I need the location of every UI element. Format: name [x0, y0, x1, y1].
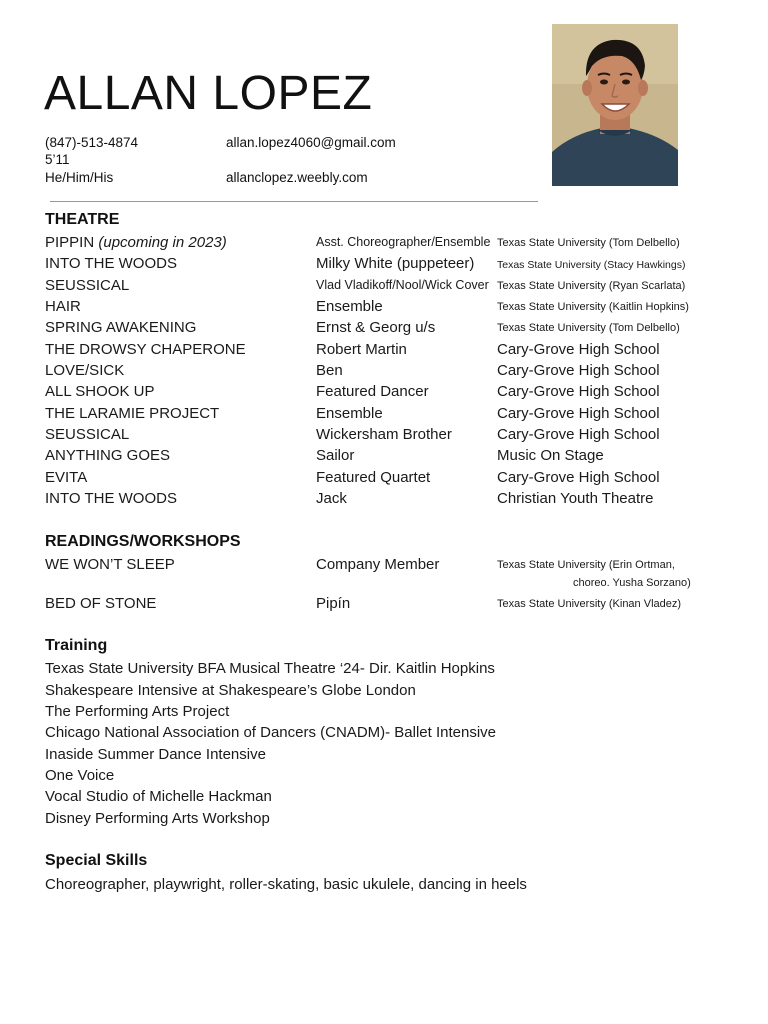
credit-venue: Music On Stage — [497, 447, 604, 464]
credit-venue-continued: choreo. Yusha Sorzano) — [573, 577, 691, 589]
credit-row — [0, 298, 768, 318]
credit-role: Jack — [316, 490, 347, 507]
pronouns: He/Him/His — [45, 170, 114, 185]
credit-role: Pipín — [316, 595, 351, 612]
training-item: Texas State University BFA Musical Theatre ‘24- Dir. Kaitlin Hopkins — [45, 660, 495, 677]
credit-show: ANYTHING GOES — [45, 447, 171, 464]
credit-role: Company Member — [316, 556, 440, 573]
credit-row — [0, 490, 768, 510]
credit-role: Asst. Choreographer/Ensemble — [316, 235, 491, 249]
credit-role: Wickersham Brother — [316, 426, 452, 443]
credit-venue: Texas State University (Erin Ortman, — [497, 559, 675, 571]
credit-venue: Texas State University (Ryan Scarlata) — [497, 280, 686, 292]
credit-role: Ensemble — [316, 298, 383, 315]
credit-show: SEUSSICAL — [45, 426, 130, 443]
credit-role: Featured Quartet — [316, 469, 431, 486]
resume-name: ALLAN LOPEZ — [44, 67, 373, 120]
training-item: One Voice — [45, 767, 115, 784]
credit-show: INTO THE WOODS — [45, 490, 177, 507]
credit-show: ALL SHOOK UP — [45, 383, 155, 400]
credit-row — [0, 255, 768, 275]
credit-venue: Cary-Grove High School — [497, 383, 660, 400]
email-address: allan.lopez4060@gmail.com — [226, 135, 396, 150]
credit-row-continuation — [0, 574, 768, 594]
credit-row — [0, 595, 768, 615]
credit-venue: Texas State University (Kaitlin Hopkins) — [497, 301, 689, 313]
section-heading-special-skills: Special Skills — [45, 852, 148, 869]
credit-role: Vlad Vladikoff/Nool/Wick Cover — [316, 278, 489, 292]
credit-show: SEUSSICAL — [45, 277, 130, 294]
training-item: Inaside Summer Dance Intensive — [45, 746, 266, 763]
credit-venue: Cary-Grove High School — [497, 469, 660, 486]
credit-show: THE DROWSY CHAPERONE — [45, 341, 246, 358]
credit-role: Featured Dancer — [316, 383, 429, 400]
credit-role: Ensemble — [316, 405, 383, 422]
credit-row — [0, 447, 768, 467]
section-heading-readings: READINGS/WORKSHOPS — [45, 533, 241, 550]
training-item: Disney Performing Arts Workshop — [45, 810, 270, 827]
credit-venue: Texas State University (Stacy Hawkings) — [497, 259, 686, 271]
header-divider — [50, 201, 538, 202]
credit-venue: Texas State University (Tom Delbello) — [497, 237, 680, 249]
training-item: Shakespeare Intensive at Shakespeare’s Globe London — [45, 682, 416, 699]
credit-show: WE WON’T SLEEP — [45, 556, 175, 573]
credit-show: LOVE/SICK — [45, 362, 125, 379]
credit-venue: Texas State University (Tom Delbello) — [497, 322, 680, 334]
credit-row — [0, 319, 768, 339]
credit-row — [0, 362, 768, 382]
phone-number: (847)-513-4874 — [45, 135, 139, 150]
headshot-photo — [552, 24, 678, 186]
credit-show: INTO THE WOODS — [45, 255, 177, 272]
credit-venue: Cary-Grove High School — [497, 405, 660, 422]
credit-venue: Cary-Grove High School — [497, 426, 660, 443]
credit-role: Milky White (puppeteer) — [316, 255, 475, 272]
credit-show: SPRING AWAKENING — [45, 319, 197, 336]
special-skills-text: Choreographer, playwright, roller-skating, basic ukulele, dancing in heels — [45, 876, 527, 893]
credit-role: Robert Martin — [316, 341, 407, 358]
credit-row — [0, 341, 768, 361]
credit-note: (upcoming in 2023) — [98, 234, 227, 251]
credit-row — [0, 277, 768, 297]
credit-row — [0, 426, 768, 446]
credit-row — [0, 234, 768, 254]
credit-venue: Cary-Grove High School — [497, 362, 660, 379]
credit-show: THE LARAMIE PROJECT — [45, 405, 220, 422]
credit-role: Ben — [316, 362, 343, 379]
credit-show: HAIR — [45, 298, 81, 315]
credit-role: Sailor — [316, 447, 355, 464]
height: 5’11 — [45, 152, 70, 167]
credit-venue: Cary-Grove High School — [497, 341, 660, 358]
credit-row — [0, 469, 768, 489]
website-url: allanclopez.weebly.com — [226, 170, 368, 185]
credit-row — [0, 405, 768, 425]
credit-role: Ernst & Georg u/s — [316, 319, 436, 336]
credit-venue: Texas State University (Kinan Vladez) — [497, 598, 682, 610]
credit-show: BED OF STONE — [45, 595, 157, 612]
credit-venue: Christian Youth Theatre — [497, 490, 654, 507]
training-item: Vocal Studio of Michelle Hackman — [45, 788, 272, 805]
credit-row — [0, 383, 768, 403]
section-heading-training: Training — [45, 637, 108, 654]
credit-row — [0, 556, 768, 576]
credit-show: PIPPIN — [45, 234, 95, 251]
section-heading-theatre: THEATRE — [45, 211, 120, 228]
training-item: The Performing Arts Project — [45, 703, 230, 720]
training-item: Chicago National Association of Dancers (CNADM)- Ballet Intensive — [45, 724, 497, 741]
credit-show: EVITA — [45, 469, 88, 486]
